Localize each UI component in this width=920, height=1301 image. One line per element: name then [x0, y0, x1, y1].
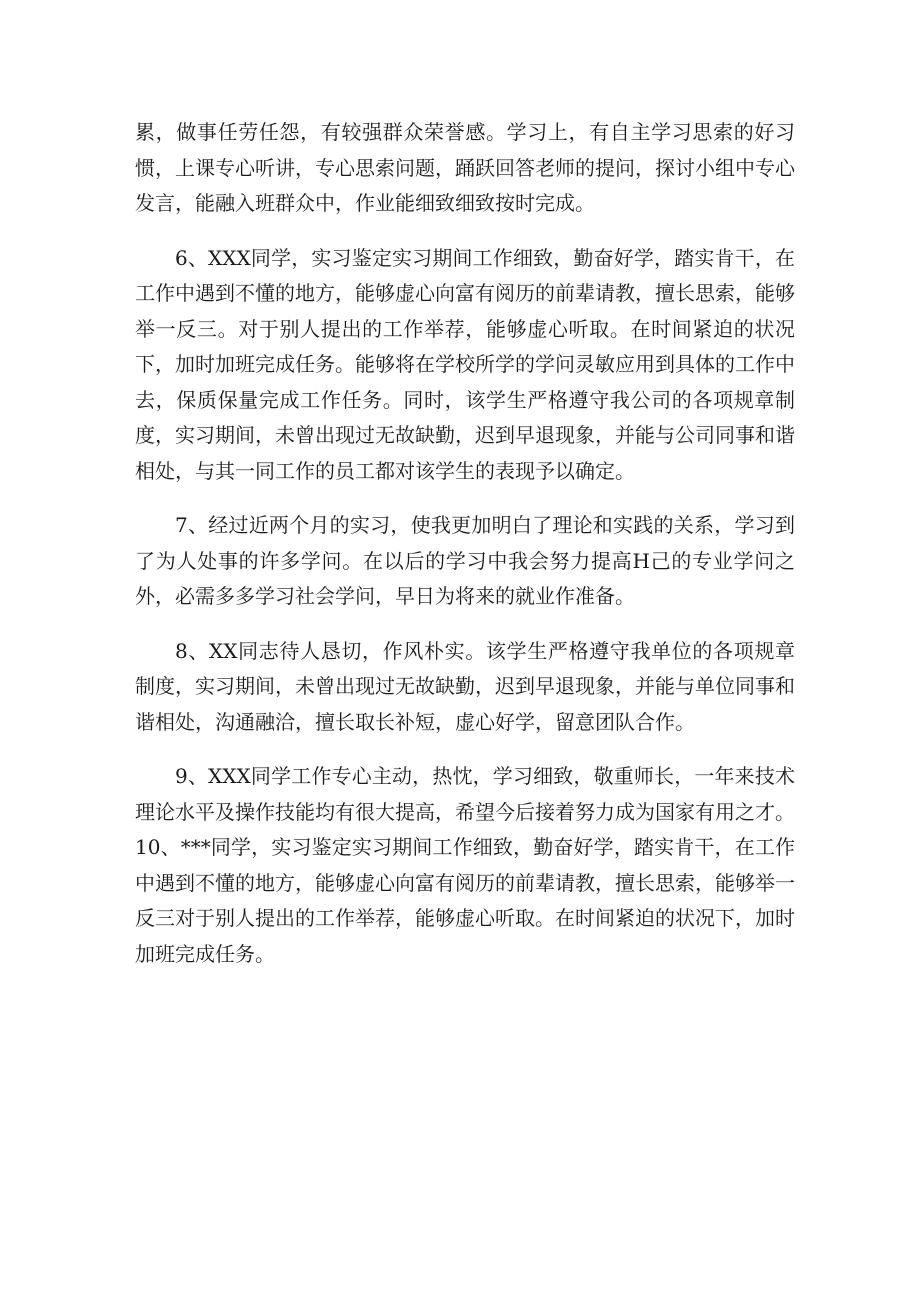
paragraph-item-6: 6、XXX同学，实习鉴定实习期间工作细致，勤奋好学，踏实肯干，在工作中遇到不懂的地方，能够虚心向富有阅历的前辈请教，擅长思索，能够举一反三。对于别人提出的工作举荐，能够虚心听取。在时间紧迫的状况下，加时加班完成任务。能够将在学校所学的学问灵敏应用到具体的工作中去，保质保量完成工作任务。同时，该学生严格遵守我公司的各项规章制度，实习期间，未曾出现过无故缺勤，迟到早退现象，并能与公司同事和谐相处，与其一同工作的员工都对该学生的表现予以确定。 — [135, 245, 795, 483]
paragraph-item-7: 7、经过近两个月的实习，使我更加明白了理论和实践的关系，学习到了为人处事的许多学问。在以后的学习中我会努力提高H己的专业学问之外，必需多多学习社会学问，早日为将来的就业作准备。 — [135, 513, 795, 608]
paragraph-item-8: 8、XX同志待人恳切，作风朴实。该学生严格遵守我单位的各项规章制度，实习期间，未曾出现过无故缺勤，迟到早退现象，并能与单位同事和谐相处，沟通融洽，擅长取长补短，虚心好学，留意团队合作。 — [135, 638, 795, 734]
paragraph-item-9: 9、XXX同学工作专心主动，热忱，学习细致，敬重师长，一年来技术理论水平及操作技能均有很大提高，希望今后接着努力成为国家有用之才。 — [135, 764, 795, 824]
document-page — [135, 115, 795, 991]
paragraph-continuation: 累，做事任劳任怨，有较强群众荣誉感。学习上，有自主学习思索的好习惯，上课专心听讲，专心思索问题，踊跃回答老师的提问，探讨小组中专心发言，能融入班群众中，作业能细致细致按时完成。 — [135, 120, 795, 215]
paragraph-item-10: 10、***同学，实习鉴定实习期间工作细致，勤奋好学，踏实肯干，在工作中遇到不懂的地方，能够虚心向富有阅历的前辈请教，擅长思索，能够举一反三对于别人提出的工作举荐，能够虚心听取。在时间紧迫的状况下，加时加班完成任务。 — [135, 835, 795, 966]
